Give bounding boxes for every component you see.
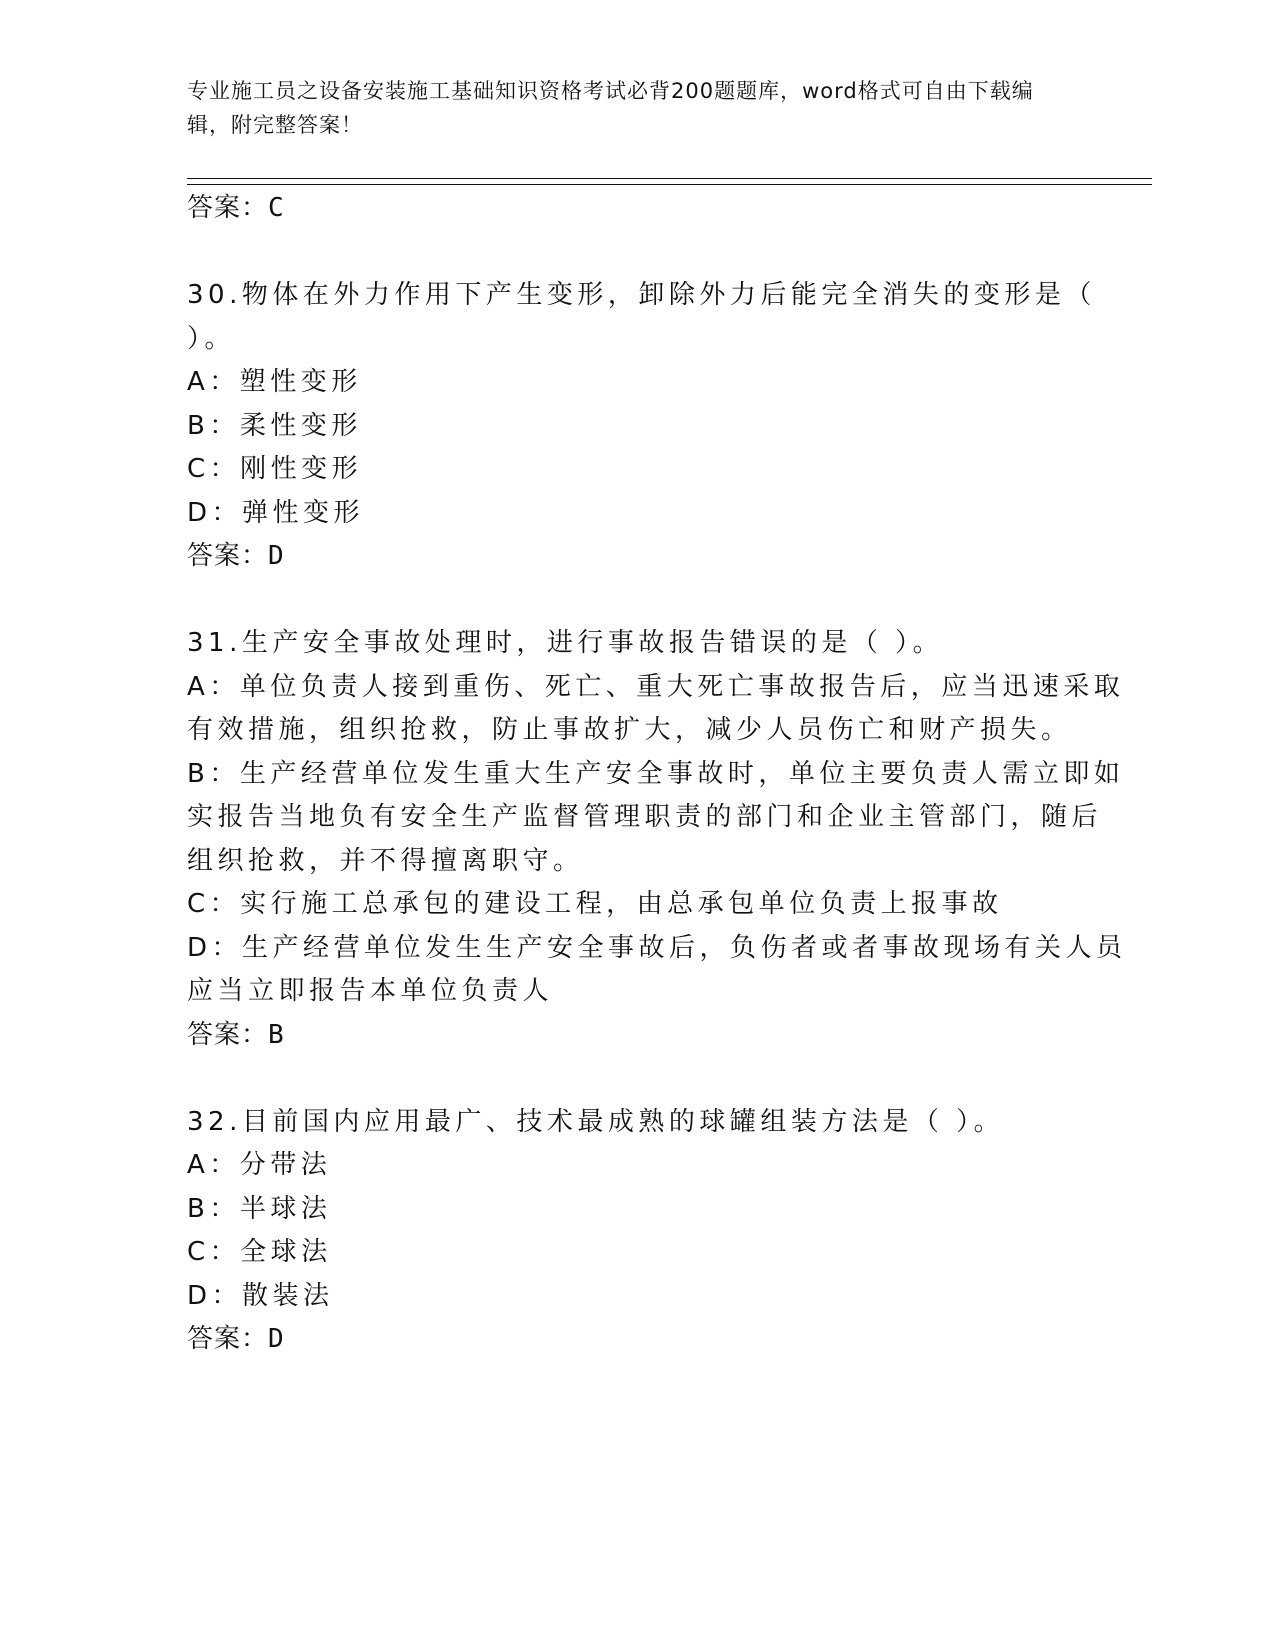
question-31-option-d-line-2: 应当立即报告本单位负责人	[187, 976, 554, 1006]
question-30-option-b: B：柔性变形	[187, 411, 362, 441]
answer-line	[187, 541, 285, 571]
question-32-option-b: B：半球法	[187, 1194, 332, 1224]
answer-label: 答案：	[187, 1020, 269, 1050]
page-header: 专业施工员之设备安装施工基础知识资格考试必背200题题库，word格式可自由下载编辑，附完整答案！	[187, 79, 1034, 137]
question-30-option-c: C：刚性变形	[187, 454, 363, 484]
answer-label: 答案：	[187, 1324, 269, 1354]
question-31-option-d-line-1: D：生产经营单位发生生产安全事故后，负伤者或者事故现场有关人员	[187, 933, 1127, 963]
question-32-stem: 32.目前国内应用最广、技术最成熟的球罐组装方法是（ ）。	[187, 1107, 1005, 1137]
header-rule-top	[187, 178, 1152, 179]
question-31-option-b-line-1: B：生产经营单位发生重大生产安全事故时，单位主要负责人需立即如	[187, 759, 1125, 789]
question-30-option-a: A：塑性变形	[187, 367, 362, 397]
answer-line	[187, 1020, 285, 1050]
answer-line	[187, 193, 285, 223]
question-32-option-c: C：全球法	[187, 1237, 332, 1267]
header-rule-bottom	[187, 184, 1152, 185]
question-30-stem-line-1: 30.物体在外力作用下产生变形，卸除外力后能完全消失的变形是（	[187, 280, 1096, 310]
question-31-option-a-line-2: 有效措施，组织抢救，防止事故扩大，减少人员伤亡和财产损失。	[187, 715, 1072, 745]
answer-line	[187, 1324, 285, 1354]
answer-label: 答案：	[187, 193, 269, 223]
question-31-option-c: C：实行施工总承包的建设工程，由总承包单位负责上报事故	[187, 889, 1003, 919]
question-32-option-d: D：散装法	[187, 1281, 334, 1311]
question-30-option-d: D：弹性变形	[187, 498, 365, 528]
answer-value: D	[268, 541, 285, 571]
question-30-stem-line-2: ）。	[187, 324, 236, 354]
question-31-stem: 31.生产安全事故处理时，进行事故报告错误的是（ ）。	[187, 628, 944, 658]
question-31-option-a-line-1: A：单位负责人接到重伤、死亡、重大死亡事故报告后，应当迅速采取	[187, 672, 1125, 702]
question-31-option-b-line-3: 组织抢救，并不得擅离职守。	[187, 846, 584, 876]
answer-label: 答案：	[187, 541, 269, 571]
question-31-option-b-line-2: 实报告当地负有安全生产监督管理职责的部门和企业主管部门，随后	[187, 802, 1103, 832]
answer-value: C	[268, 193, 285, 223]
question-32-option-a: A：分带法	[187, 1150, 332, 1180]
answer-value: B	[268, 1020, 285, 1050]
answer-value: D	[268, 1324, 285, 1354]
